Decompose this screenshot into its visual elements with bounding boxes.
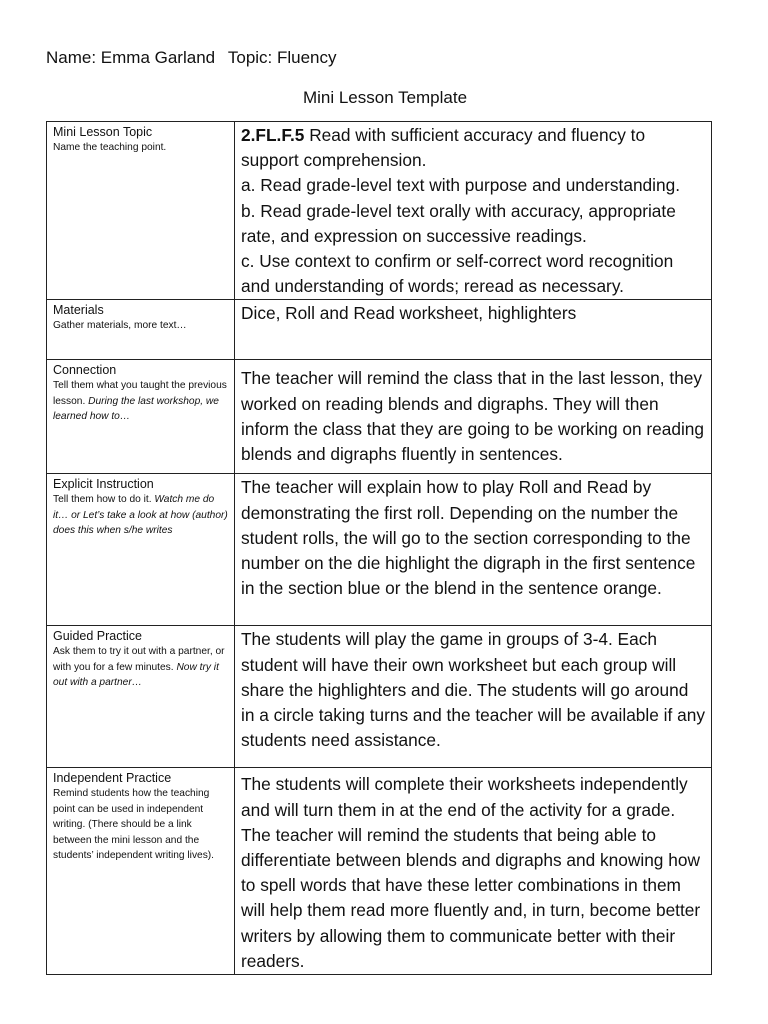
section-content: The teacher will remind the class that in the last lesson, they worked on reading blends and digraphs. They will then inform the class that they are going to be working on reading blends and digraphs fluently in sentences. [241, 368, 705, 465]
content-cell [235, 768, 712, 975]
section-hint [53, 378, 229, 424]
row-independent-practice [47, 768, 712, 975]
hint-text: Tell them how to do it. [53, 494, 152, 506]
label-cell [47, 626, 235, 768]
section-content: Dice, Roll and Read worksheet, highlighters [241, 303, 577, 324]
section-hint [53, 492, 229, 538]
section-label: Guided Practice [53, 629, 142, 644]
hint-example: During the last workshop, we learned how to… [53, 395, 219, 423]
standard-item-a: a. Read grade-level text with purpose and understanding. [241, 175, 681, 196]
content-cell [235, 626, 712, 768]
section-label: Mini Lesson Topic [53, 125, 153, 139]
row-mini-lesson-topic [47, 122, 712, 300]
section-hint: Remind students how the teaching point can be used in independent writing. (There should be a link between the mini lesson and the students’ independent writing lives). [53, 788, 215, 862]
hint-example: Watch me do it… or Let’s take a look at how (author) does this when s/he writes [53, 494, 228, 537]
row-connection [47, 360, 712, 474]
row-materials [47, 300, 712, 360]
hint-example: Now try it out with a partner… [53, 661, 219, 689]
section-content: The students will play the game in groups of 3-4. Each student will have their own worksheet but each group will share the highlighters and die. The students will go around in a circle taking turns and the teacher will be available if any students need assistance. [241, 629, 705, 751]
section-hint: Name the teaching point. [53, 142, 167, 153]
section-content: The students will complete their worksheets independently and will turn them in at the end of the activity for a grade. The teacher will remind the students that being able to differentiate between blends and digraphs and knowing how to spell words that have these letter combinations in them will help them read more fluently and, in turn, become better writers by allowing them to communicate better with their readers. [241, 774, 701, 971]
header-line [46, 48, 337, 68]
hint-text: Tell them what you taught the previous lesson. [53, 380, 227, 407]
row-explicit-instruction [47, 474, 712, 626]
row-guided-practice [47, 626, 712, 768]
label-cell [47, 300, 235, 360]
section-label: Independent Practice [53, 771, 172, 786]
label-cell [47, 360, 235, 474]
standard-statement [241, 123, 705, 173]
section-label: Connection [53, 363, 117, 378]
standard-item-b: b. Read grade-level text orally with accuracy, appropriate rate, and expression on successive readings. [241, 200, 676, 246]
label-cell [47, 122, 235, 300]
standard-text: Read with sufficient accuracy and fluency to support comprehension. [241, 125, 646, 171]
standard-item-c: c. Use context to confirm or self-correct word recognition and understanding of words; reread as necessary. [241, 251, 674, 297]
section-label: Materials [53, 303, 104, 318]
document-title [0, 88, 768, 108]
section-hint: Gather materials, more text… [53, 320, 187, 332]
standard-code: 2.FL.F.5 [241, 125, 305, 145]
content-cell [235, 122, 712, 300]
student-name: Name: Emma Garland [46, 48, 216, 67]
label-cell [47, 768, 235, 975]
content-cell [235, 474, 712, 626]
lesson-topic: Topic: Fluency [227, 48, 337, 67]
document-title-text: Mini Lesson Template [302, 88, 468, 107]
lesson-table [46, 121, 712, 975]
section-label: Explicit Instruction [53, 477, 154, 492]
content-cell [235, 300, 712, 360]
hint-text: Ask them to try it out with a partner, or with you for a few minutes. [53, 646, 225, 673]
label-cell [47, 474, 235, 626]
section-content: The teacher will explain how to play Roll and Read by demonstrating the first roll. Depending on the number the student rolls, the will go to the section corresponding to the number on the die highlight the digraph in the first sentence in the section blue or the blend in the sentence orange. [241, 477, 696, 599]
content-cell [235, 360, 712, 474]
section-hint [53, 644, 229, 690]
